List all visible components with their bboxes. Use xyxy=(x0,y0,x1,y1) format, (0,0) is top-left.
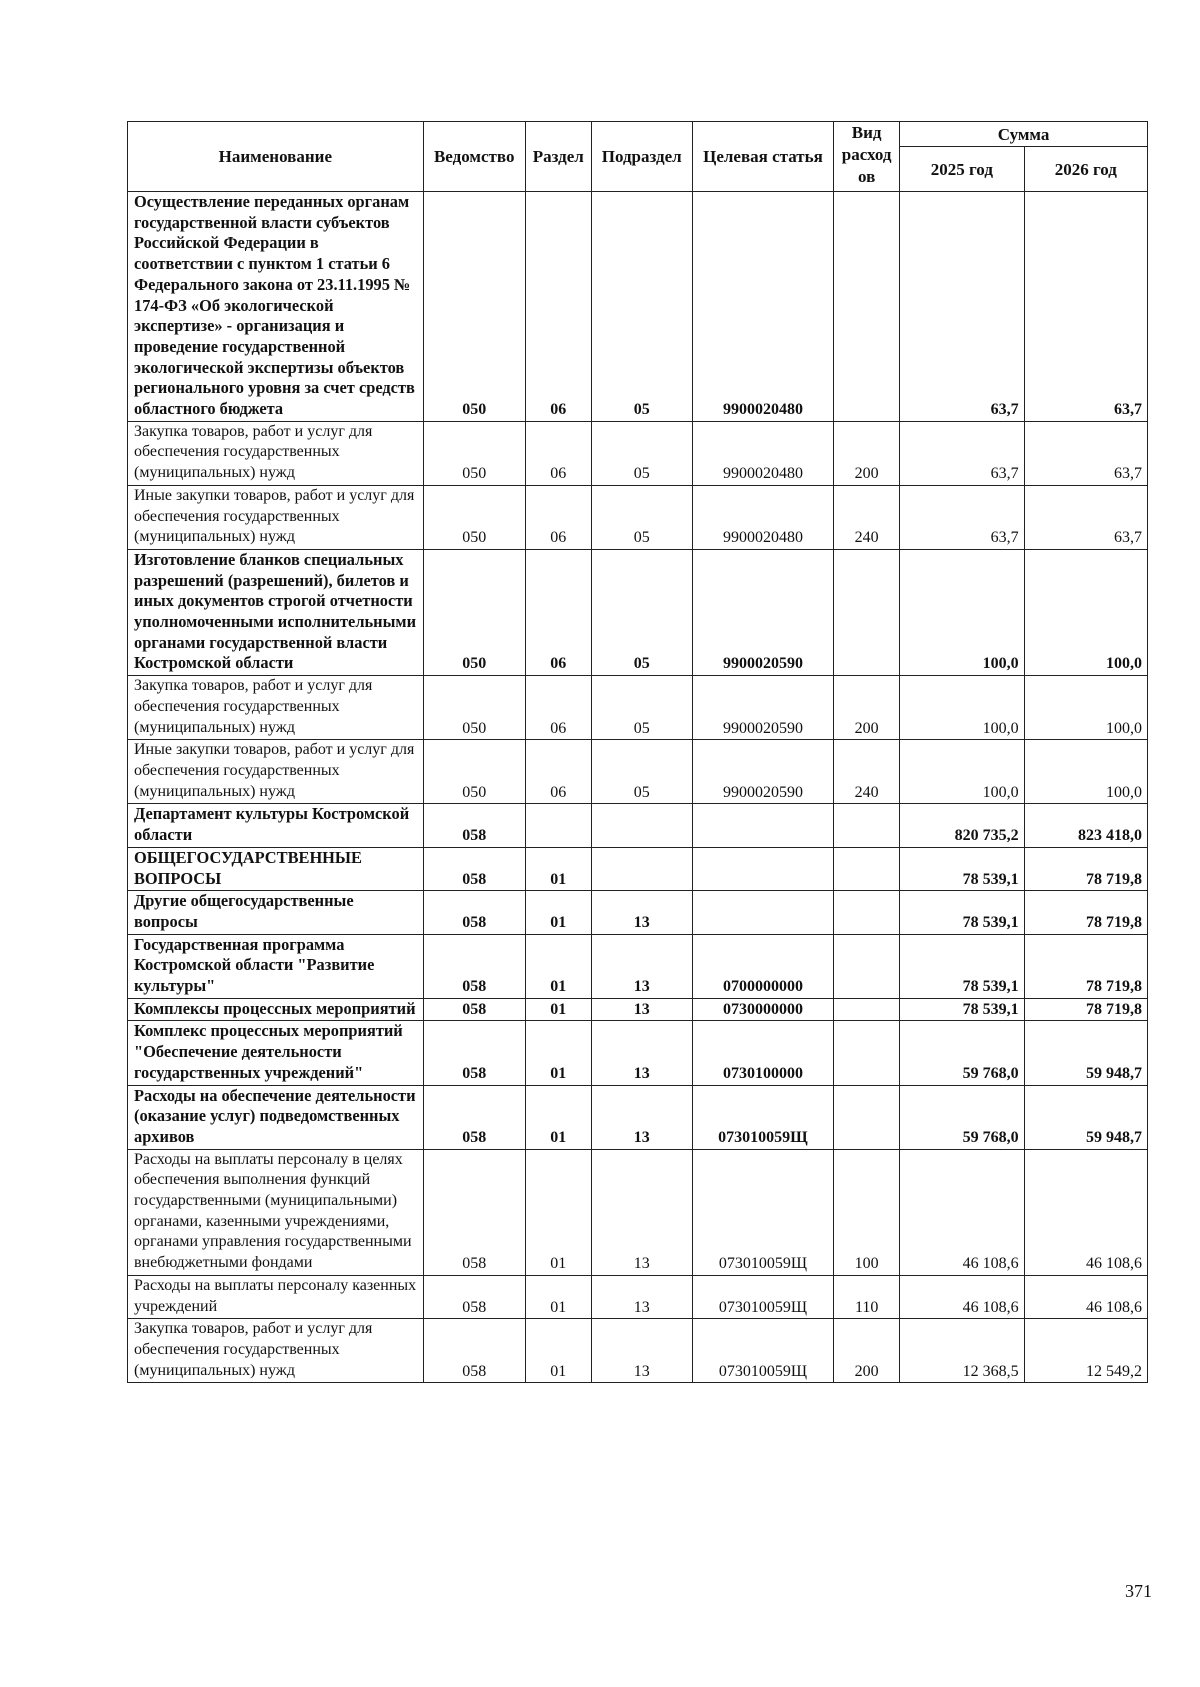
header-year-2026: 2026 год xyxy=(1024,147,1147,192)
row-vedomstvo-cell: 050 xyxy=(423,740,525,804)
row-razdel-cell: 06 xyxy=(525,676,591,740)
row-celevaya-statya-cell: 073010059Щ xyxy=(692,1319,833,1383)
row-vedomstvo-cell: 058 xyxy=(423,847,525,890)
row-sum-2025-cell: 78 539,1 xyxy=(900,934,1024,998)
row-name-cell: Другие общегосударственные вопросы xyxy=(128,891,424,934)
header-vid-raskhodov: Вид расход ов xyxy=(834,122,900,192)
row-name-cell: Закупка товаров, работ и услуг для обеспечения государственных (муниципальных) нужд xyxy=(128,421,424,485)
row-sum-2025-cell: 100,0 xyxy=(900,740,1024,804)
row-sum-2026-cell: 63,7 xyxy=(1024,485,1147,549)
table-row xyxy=(128,1275,1148,1318)
row-name-cell: Закупка товаров, работ и услуг для обеспечения государственных (муниципальных) нужд xyxy=(128,1319,424,1383)
row-podrazdel-cell: 05 xyxy=(591,740,692,804)
row-sum-2026-cell: 59 948,7 xyxy=(1024,1021,1147,1085)
table-row xyxy=(128,847,1148,890)
row-sum-2025-cell: 12 368,5 xyxy=(900,1319,1024,1383)
row-name-cell: Государственная программа Костромской области "Развитие культуры" xyxy=(128,934,424,998)
table-row xyxy=(128,934,1148,998)
table-header xyxy=(128,122,1148,192)
row-podrazdel-cell: 13 xyxy=(591,1085,692,1149)
row-vid-raskhodov-cell: 200 xyxy=(834,421,900,485)
row-sum-2025-cell: 78 539,1 xyxy=(900,998,1024,1021)
row-celevaya-statya-cell xyxy=(692,847,833,890)
row-sum-2025-cell: 100,0 xyxy=(900,676,1024,740)
row-celevaya-statya-cell: 073010059Щ xyxy=(692,1149,833,1275)
row-razdel-cell: 06 xyxy=(525,740,591,804)
table-row xyxy=(128,998,1148,1021)
row-celevaya-statya-cell: 9900020480 xyxy=(692,192,833,422)
row-vedomstvo-cell: 058 xyxy=(423,1021,525,1085)
row-celevaya-statya-cell: 073010059Щ xyxy=(692,1275,833,1318)
row-name-cell: Департамент культуры Костромской области xyxy=(128,804,424,847)
row-celevaya-statya-cell: 9900020590 xyxy=(692,549,833,675)
row-sum-2026-cell: 78 719,8 xyxy=(1024,891,1147,934)
row-name-cell: Расходы на выплаты персоналу казенных учреждений xyxy=(128,1275,424,1318)
row-sum-2026-cell: 100,0 xyxy=(1024,676,1147,740)
table-row xyxy=(128,1021,1148,1085)
row-celevaya-statya-cell: 9900020590 xyxy=(692,740,833,804)
header-vedomstvo: Ведомство xyxy=(423,122,525,192)
header-name: Наименование xyxy=(128,122,424,192)
row-sum-2026-cell: 78 719,8 xyxy=(1024,847,1147,890)
row-vid-raskhodov-cell: 240 xyxy=(834,485,900,549)
row-podrazdel-cell: 05 xyxy=(591,421,692,485)
row-sum-2025-cell: 100,0 xyxy=(900,549,1024,675)
row-celevaya-statya-cell: 9900020590 xyxy=(692,676,833,740)
row-sum-2026-cell: 46 108,6 xyxy=(1024,1149,1147,1275)
row-celevaya-statya-cell: 0730000000 xyxy=(692,998,833,1021)
row-podrazdel-cell: 13 xyxy=(591,1319,692,1383)
row-name-cell: Осуществление переданных органам государственной власти субъектов Российской Федерации в соответствии с пунктом 1 статьи 6 Федерального закона от 23.11.1995 № 174-ФЗ «Об экологической экспертизе» - организация и проведение государственной экологической экспертизы объектов регионального уровня за счет средств областного бюджета xyxy=(128,192,424,422)
row-vedomstvo-cell: 050 xyxy=(423,192,525,422)
table-row xyxy=(128,1319,1148,1383)
row-razdel-cell xyxy=(525,804,591,847)
row-vid-raskhodov-cell xyxy=(834,847,900,890)
row-vedomstvo-cell: 050 xyxy=(423,676,525,740)
table-row xyxy=(128,740,1148,804)
row-vid-raskhodov-cell xyxy=(834,891,900,934)
table-row xyxy=(128,1149,1148,1275)
row-razdel-cell: 01 xyxy=(525,1085,591,1149)
row-sum-2025-cell: 46 108,6 xyxy=(900,1275,1024,1318)
row-vid-raskhodov-cell xyxy=(834,998,900,1021)
table-row xyxy=(128,1085,1148,1149)
row-sum-2026-cell: 12 549,2 xyxy=(1024,1319,1147,1383)
page-number: 371 xyxy=(1125,1581,1152,1601)
table-body xyxy=(128,192,1148,1383)
row-name-cell: Закупка товаров, работ и услуг для обеспечения государственных (муниципальных) нужд xyxy=(128,676,424,740)
row-celevaya-statya-cell: 073010059Щ xyxy=(692,1085,833,1149)
row-sum-2025-cell: 63,7 xyxy=(900,485,1024,549)
row-name-cell: Комплексы процессных мероприятий xyxy=(128,998,424,1021)
row-vedomstvo-cell: 058 xyxy=(423,891,525,934)
row-vedomstvo-cell: 058 xyxy=(423,934,525,998)
row-name-cell: ОБЩЕГОСУДАРСТВЕННЫЕ ВОПРОСЫ xyxy=(128,847,424,890)
row-celevaya-statya-cell: 9900020480 xyxy=(692,421,833,485)
row-razdel-cell: 01 xyxy=(525,1319,591,1383)
row-vid-raskhodov-cell xyxy=(834,549,900,675)
row-razdel-cell: 01 xyxy=(525,847,591,890)
row-podrazdel-cell: 13 xyxy=(591,891,692,934)
row-celevaya-statya-cell: 0730100000 xyxy=(692,1021,833,1085)
row-vid-raskhodov-cell: 240 xyxy=(834,740,900,804)
row-podrazdel-cell: 05 xyxy=(591,192,692,422)
row-vid-raskhodov-cell xyxy=(834,1021,900,1085)
row-name-cell: Расходы на выплаты персоналу в целях обеспечения выполнения функций государственными (муниципальными) органами, казенными учреждениями, органами управления государственными внебюджетными фондами xyxy=(128,1149,424,1275)
row-razdel-cell: 01 xyxy=(525,1021,591,1085)
row-sum-2025-cell: 46 108,6 xyxy=(900,1149,1024,1275)
row-sum-2025-cell: 63,7 xyxy=(900,192,1024,422)
row-vid-raskhodov-cell xyxy=(834,934,900,998)
row-podrazdel-cell: 13 xyxy=(591,1149,692,1275)
row-vedomstvo-cell: 058 xyxy=(423,998,525,1021)
row-razdel-cell: 06 xyxy=(525,549,591,675)
row-podrazdel-cell: 05 xyxy=(591,549,692,675)
row-celevaya-statya-cell: 9900020480 xyxy=(692,485,833,549)
row-name-cell: Иные закупки товаров, работ и услуг для обеспечения государственных (муниципальных) нужд xyxy=(128,485,424,549)
budget-table xyxy=(127,121,1148,1383)
row-razdel-cell: 01 xyxy=(525,998,591,1021)
row-vedomstvo-cell: 058 xyxy=(423,1085,525,1149)
header-razdel: Раздел xyxy=(525,122,591,192)
row-podrazdel-cell: 13 xyxy=(591,1021,692,1085)
row-vedomstvo-cell: 058 xyxy=(423,1319,525,1383)
table-row xyxy=(128,421,1148,485)
row-name-cell: Иные закупки товаров, работ и услуг для обеспечения государственных (муниципальных) нужд xyxy=(128,740,424,804)
row-vid-raskhodov-cell xyxy=(834,804,900,847)
row-name-cell: Расходы на обеспечение деятельности (оказание услуг) подведомственных архивов xyxy=(128,1085,424,1149)
row-celevaya-statya-cell xyxy=(692,804,833,847)
row-sum-2026-cell: 63,7 xyxy=(1024,421,1147,485)
row-podrazdel-cell xyxy=(591,804,692,847)
row-razdel-cell: 06 xyxy=(525,485,591,549)
row-sum-2026-cell: 823 418,0 xyxy=(1024,804,1147,847)
header-year-2025: 2025 год xyxy=(900,147,1024,192)
row-razdel-cell: 01 xyxy=(525,1275,591,1318)
row-celevaya-statya-cell: 0700000000 xyxy=(692,934,833,998)
row-sum-2025-cell: 59 768,0 xyxy=(900,1021,1024,1085)
row-podrazdel-cell: 13 xyxy=(591,998,692,1021)
row-sum-2026-cell: 100,0 xyxy=(1024,740,1147,804)
row-sum-2026-cell: 78 719,8 xyxy=(1024,934,1147,998)
row-vedomstvo-cell: 050 xyxy=(423,421,525,485)
row-sum-2026-cell: 59 948,7 xyxy=(1024,1085,1147,1149)
row-razdel-cell: 01 xyxy=(525,1149,591,1275)
header-celevaya-statya: Целевая статья xyxy=(692,122,833,192)
row-razdel-cell: 06 xyxy=(525,421,591,485)
header-podrazdel: Подраздел xyxy=(591,122,692,192)
row-razdel-cell: 06 xyxy=(525,192,591,422)
row-name-cell: Комплекс процессных мероприятий "Обеспечение деятельности государственных учреждений" xyxy=(128,1021,424,1085)
row-podrazdel-cell: 05 xyxy=(591,676,692,740)
row-sum-2026-cell: 100,0 xyxy=(1024,549,1147,675)
row-vedomstvo-cell: 050 xyxy=(423,485,525,549)
row-razdel-cell: 01 xyxy=(525,891,591,934)
row-celevaya-statya-cell xyxy=(692,891,833,934)
row-razdel-cell: 01 xyxy=(525,934,591,998)
row-vid-raskhodov-cell: 200 xyxy=(834,1319,900,1383)
row-sum-2025-cell: 820 735,2 xyxy=(900,804,1024,847)
header-summa: Сумма xyxy=(900,122,1148,147)
row-name-cell: Изготовление бланков специальных разрешений (разрешений), билетов и иных документов строгой отчетности уполномоченными исполнительными органами государственной власти Костромской области xyxy=(128,549,424,675)
row-vid-raskhodov-cell: 110 xyxy=(834,1275,900,1318)
row-vid-raskhodov-cell: 100 xyxy=(834,1149,900,1275)
row-vid-raskhodov-cell: 200 xyxy=(834,676,900,740)
row-sum-2026-cell: 46 108,6 xyxy=(1024,1275,1147,1318)
row-sum-2025-cell: 78 539,1 xyxy=(900,891,1024,934)
row-sum-2025-cell: 78 539,1 xyxy=(900,847,1024,890)
table-row xyxy=(128,192,1148,422)
row-podrazdel-cell: 05 xyxy=(591,485,692,549)
row-vedomstvo-cell: 050 xyxy=(423,549,525,675)
table-row xyxy=(128,676,1148,740)
row-sum-2026-cell: 63,7 xyxy=(1024,192,1147,422)
row-vedomstvo-cell: 058 xyxy=(423,1275,525,1318)
row-sum-2025-cell: 59 768,0 xyxy=(900,1085,1024,1149)
table-row xyxy=(128,549,1148,675)
table-row xyxy=(128,891,1148,934)
table-row xyxy=(128,485,1148,549)
row-vid-raskhodov-cell xyxy=(834,192,900,422)
row-vedomstvo-cell: 058 xyxy=(423,804,525,847)
row-podrazdel-cell xyxy=(591,847,692,890)
row-sum-2025-cell: 63,7 xyxy=(900,421,1024,485)
row-podrazdel-cell: 13 xyxy=(591,1275,692,1318)
table-row xyxy=(128,804,1148,847)
row-vid-raskhodov-cell xyxy=(834,1085,900,1149)
row-sum-2026-cell: 78 719,8 xyxy=(1024,998,1147,1021)
row-podrazdel-cell: 13 xyxy=(591,934,692,998)
row-vedomstvo-cell: 058 xyxy=(423,1149,525,1275)
